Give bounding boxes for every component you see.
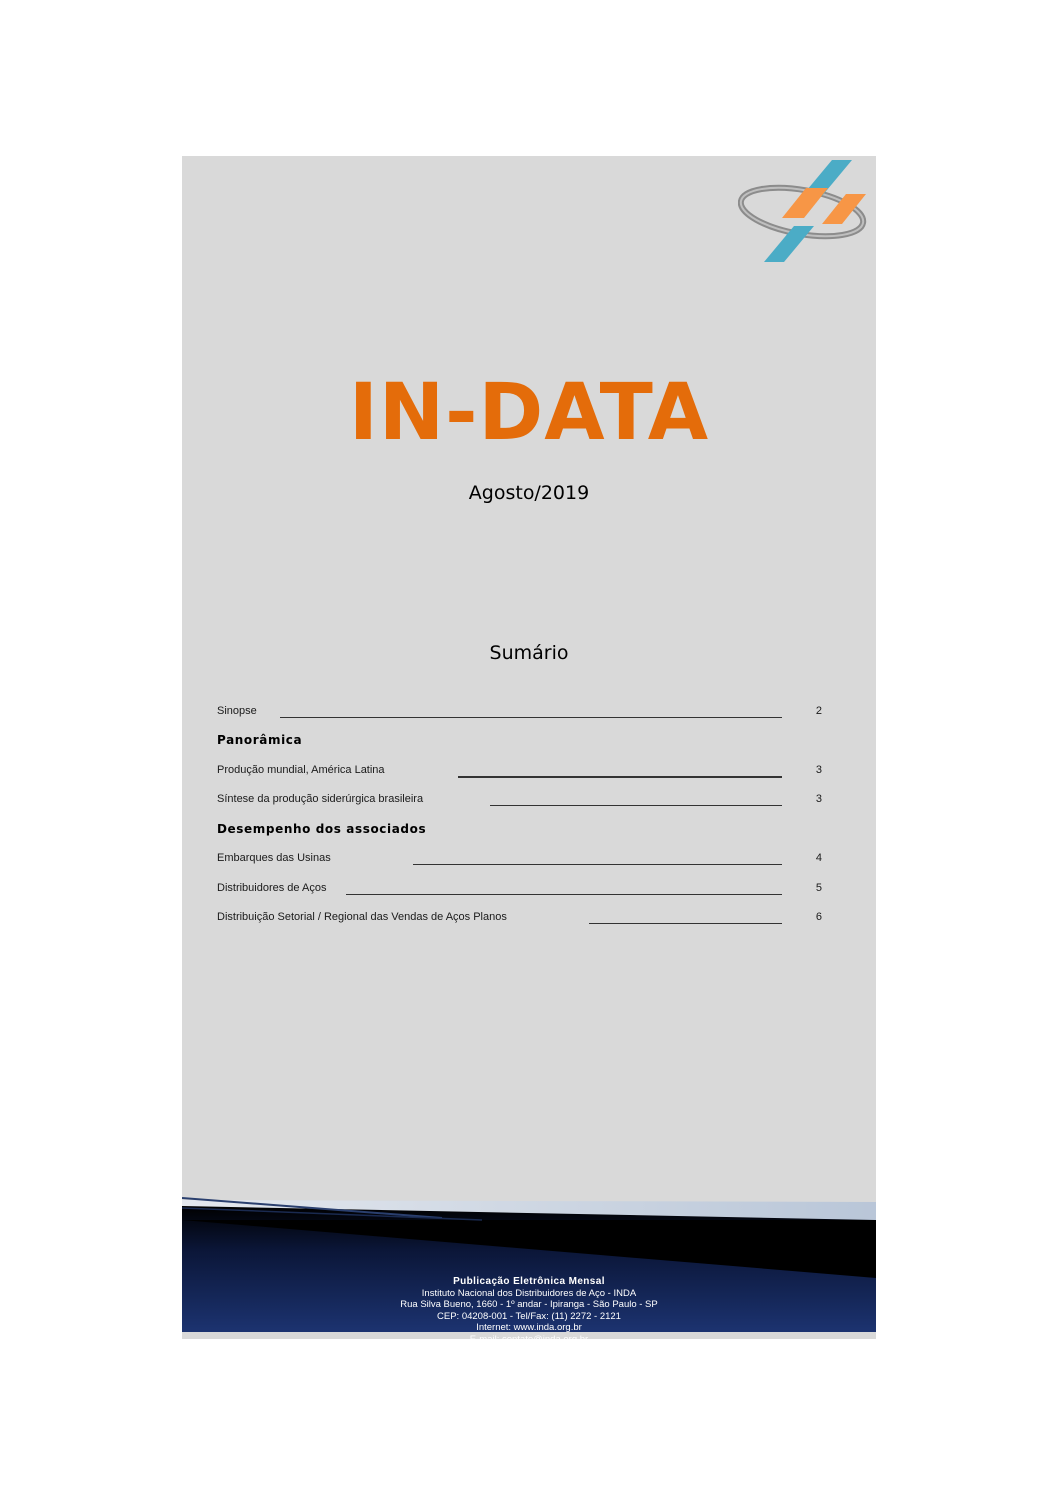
footer-text [182, 1276, 876, 1345]
toc-item-sintese-producao[interactable] [217, 793, 822, 809]
cover-page [182, 156, 876, 1345]
toc-item-page: 2 [815, 705, 822, 717]
toc-leader [589, 923, 782, 924]
footer-website[interactable]: Internet: www.inda.org.br [476, 1322, 582, 1333]
toc-item-label: Distribuidores de Aços [217, 882, 327, 894]
toc-item-label: Distribuição Setorial / Regional das Vendas de Aços Planos [217, 911, 507, 923]
toc-item-embarques-usinas[interactable] [217, 852, 822, 868]
footer-institute: Instituto Nacional dos Distribuidores de Aço - INDA [421, 1287, 637, 1299]
toc-item-sinopse[interactable] [217, 705, 822, 721]
toc-item-label: Sinopse [217, 705, 257, 717]
document-title: IN-DATA [348, 368, 710, 458]
toc-heading: Sumário [489, 642, 569, 664]
toc-leader [490, 805, 782, 806]
toc-item-producao-mundial[interactable] [217, 764, 822, 780]
toc-item-page: 4 [815, 852, 822, 864]
toc-item-label: Produção mundial, América Latina [217, 764, 385, 776]
footer-address: Rua Silva Bueno, 1660 - 1º andar - Ipiranga - São Paulo - SP [400, 1299, 658, 1310]
inda-logo-icon [738, 158, 874, 264]
footer-banner [182, 1194, 876, 1345]
footer-publication: Publicação Eletrônica Mensal [453, 1276, 605, 1287]
toc-item-distribuicao-setorial[interactable] [217, 911, 822, 927]
toc-leader [346, 894, 782, 895]
toc-leader [413, 864, 782, 865]
toc-item-distribuidores[interactable] [217, 882, 822, 898]
toc-leader [280, 717, 782, 718]
toc-section-desempenho: Desempenho dos associados [217, 822, 427, 836]
toc-item-label: Embarques das Usinas [217, 852, 331, 864]
toc-leader [458, 776, 782, 778]
document-date: Agosto/2019 [468, 482, 590, 504]
footer-cep-phone: CEP: 04208-001 - Tel/Fax: (11) 2272 - 2121 [437, 1310, 621, 1322]
toc-item-page: 3 [815, 793, 822, 805]
toc-item-label: Síntese da produção siderúrgica brasileira [217, 793, 424, 805]
toc-item-page: 3 [815, 764, 822, 776]
footer-email[interactable]: E-mail: contato@inda.org.br [469, 1333, 589, 1345]
toc-item-page: 6 [815, 911, 822, 923]
toc-item-page: 5 [815, 882, 822, 894]
toc-section-panoramica: Panorâmica [217, 733, 303, 747]
